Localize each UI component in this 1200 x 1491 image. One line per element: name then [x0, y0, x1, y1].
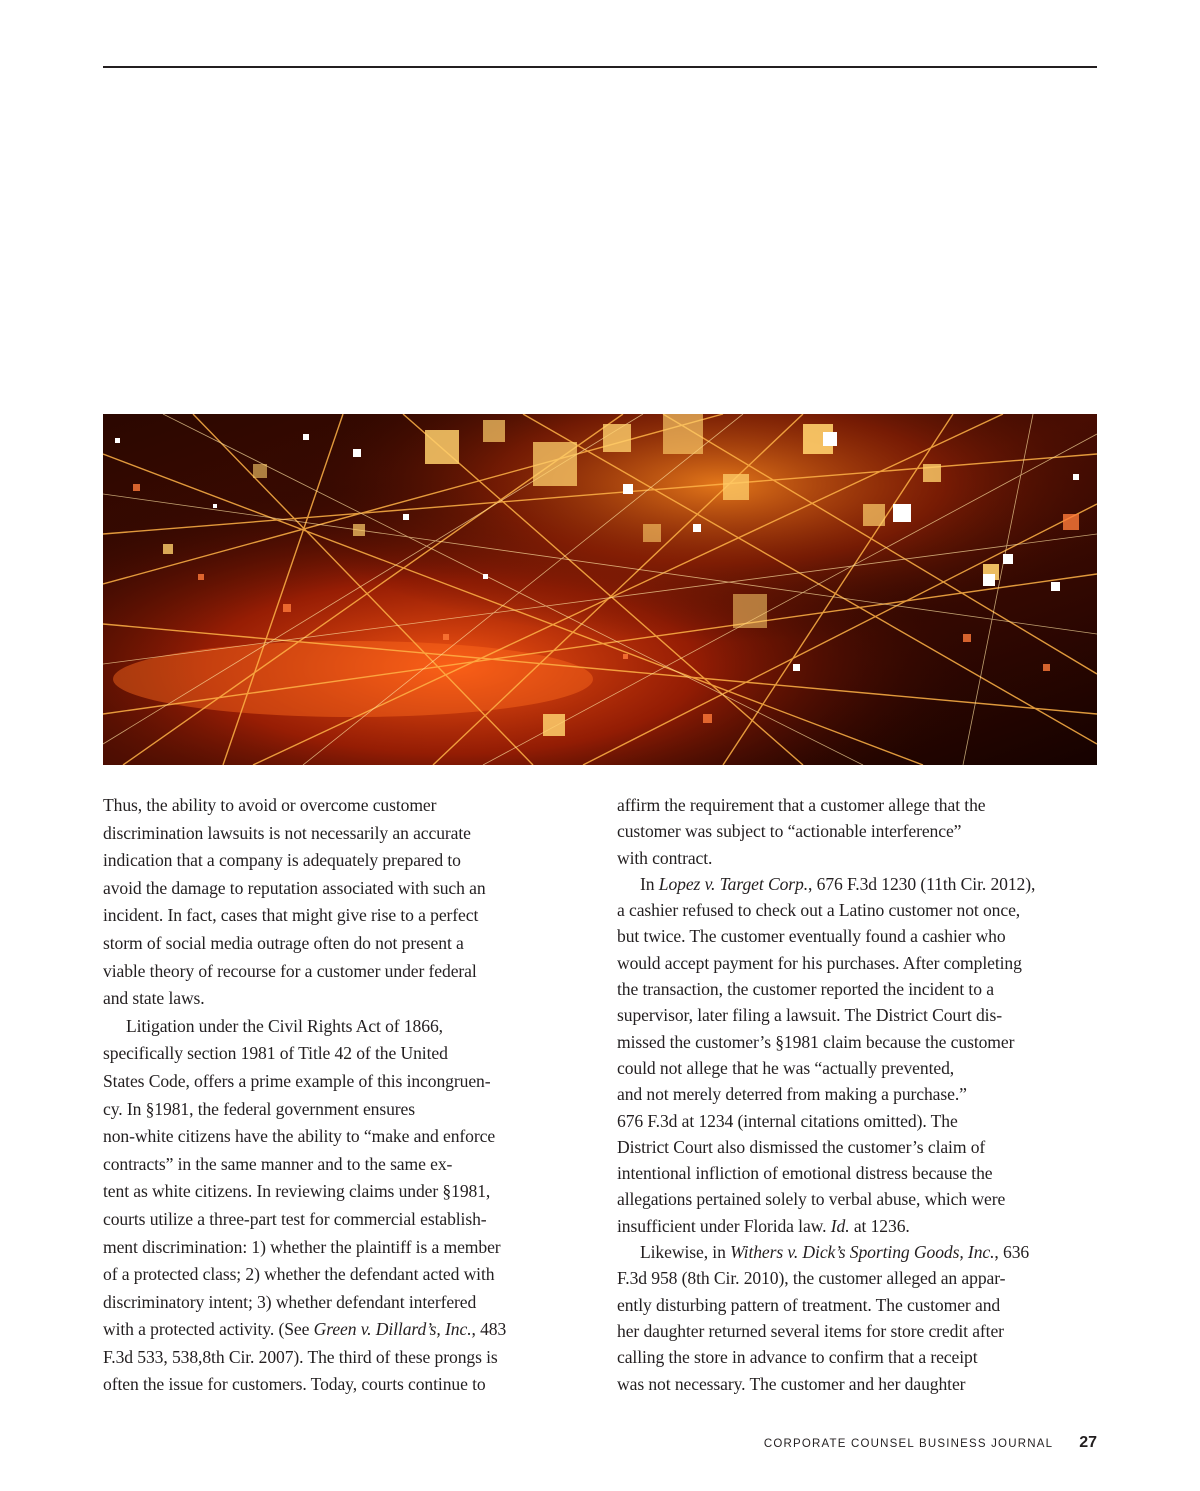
text-fragment: In — [640, 873, 659, 894]
text-line: ently disturbing pattern of treatment. The customer and — [617, 1294, 1001, 1315]
right-paragraph-1 — [617, 792, 1099, 871]
text-line: could not allege that he was “actually prevented, — [617, 1057, 955, 1078]
case-name: Green v. Dillard’s, Inc. — [313, 1319, 472, 1340]
citation-id: Id. — [830, 1215, 850, 1236]
text-fragment: at 1236. — [849, 1215, 910, 1236]
citation-line — [617, 871, 1099, 897]
text-line: with contract. — [617, 847, 713, 868]
publication-name: CORPORATE COUNSEL BUSINESS JOURNAL — [763, 1438, 1054, 1450]
text-line: cy. In §1981, the federal government ensures — [103, 1098, 416, 1119]
text-line: F.3d 533, 538,8th Cir. 2007). The third of these prongs is — [103, 1346, 498, 1367]
case-name: Withers v. Dick’s Sporting Goods, Inc. — [730, 1242, 995, 1263]
text-fragment: insufficient under Florida law. — [617, 1215, 831, 1236]
text-line: allegations pertained solely to verbal abuse, which were — [617, 1189, 1006, 1210]
text-line: States Code, offers a prime example of this incongruen- — [103, 1070, 491, 1091]
top-rule — [103, 66, 1097, 68]
text-line: discrimination lawsuits is not necessarily an accurate — [103, 822, 471, 843]
text-line: but twice. The customer eventually found a cashier who — [617, 926, 1006, 947]
text-line: would accept payment for his purchases. After completing — [617, 952, 1022, 973]
text-line: Litigation under the Civil Rights Act of 1866, — [126, 1015, 443, 1036]
text-line: avoid the damage to reputation associated with such an — [103, 877, 486, 898]
text-line: and state laws. — [103, 988, 205, 1009]
text-line: calling the store in advance to confirm that a receipt — [617, 1347, 978, 1368]
text-line: and not merely deterred from making a purchase.” — [617, 1084, 967, 1105]
text-line: District Court also dismissed the customer’s claim of — [617, 1136, 986, 1157]
text-line: her daughter returned several items for store credit after — [617, 1320, 1004, 1341]
text-line: contracts” in the same manner and to the same ex- — [103, 1153, 453, 1174]
text-line: missed the customer’s §1981 claim because the customer — [617, 1031, 1015, 1052]
text-fragment: with a protected activity. (See — [103, 1319, 314, 1340]
text-line: of a protected class; 2) whether the defendant acted with — [103, 1264, 495, 1285]
text-line: discriminatory intent; 3) whether defendant interfered — [103, 1291, 477, 1312]
text-fragment: , 636 — [994, 1242, 1030, 1263]
text-line: ment discrimination: 1) whether the plaintiff is a member — [103, 1236, 501, 1257]
text-line: intentional infliction of emotional distress because the — [617, 1163, 993, 1184]
text-line: storm of social media outrage often do not present a — [103, 932, 464, 953]
text-line: customer was subject to “actionable interference” — [617, 821, 962, 842]
text-line: viable theory of recourse for a customer under federal — [103, 960, 477, 981]
text-fragment: , 483 — [471, 1319, 507, 1340]
text-line: indication that a company is adequately prepared to — [103, 850, 461, 871]
text-line: Thus, the ability to avoid or overcome customer — [103, 795, 437, 815]
text-line: 676 F.3d at 1234 (internal citations omitted). The — [617, 1110, 958, 1131]
text-line: a cashier refused to check out a Latino customer not once, — [617, 900, 1021, 921]
text-fragment: , 676 F.3d 1230 (11th Cir. 2012), — [808, 873, 1036, 894]
text-line: tent as white citizens. In reviewing claims under §1981, — [103, 1181, 491, 1202]
abstract-network-illustration — [103, 414, 1097, 765]
text-line: was not necessary. The customer and her daughter — [617, 1373, 966, 1394]
page-number: 27 — [1079, 1434, 1097, 1451]
text-fragment: Likewise, in — [640, 1242, 731, 1263]
text-line: F.3d 958 (8th Cir. 2010), the customer alleged an appar- — [617, 1268, 1006, 1289]
text-line: affirm the requirement that a customer allege that the — [617, 795, 986, 815]
text-line: incident. In fact, cases that might give rise to a perfect — [103, 905, 479, 926]
text-line: often the issue for customers. Today, courts continue to — [103, 1374, 486, 1395]
left-paragraph-1 — [103, 792, 577, 1013]
text-line: specifically section 1981 of Title 42 of the United — [103, 1043, 448, 1064]
article-left-column — [103, 792, 577, 1399]
text-line: the transaction, the customer reported the incident to a — [617, 979, 994, 1000]
left-paragraph-2 — [103, 1013, 577, 1399]
article-right-column — [617, 792, 1099, 1397]
case-name: Lopez v. Target Corp. — [658, 873, 809, 894]
text-line: supervisor, later filing a lawsuit. The District Court dis- — [617, 1005, 1002, 1026]
text-line: non-white citizens have the ability to “make and enforce — [103, 1126, 496, 1147]
citation-line — [617, 1239, 1099, 1265]
citation-line — [617, 1213, 1099, 1239]
page-footer — [764, 1434, 1097, 1452]
right-paragraph-2 — [617, 871, 1099, 1239]
hero-image — [103, 414, 1097, 765]
right-paragraph-3 — [617, 1239, 1099, 1397]
text-line: courts utilize a three-part test for commercial establish- — [103, 1208, 487, 1229]
citation-line — [103, 1316, 577, 1344]
